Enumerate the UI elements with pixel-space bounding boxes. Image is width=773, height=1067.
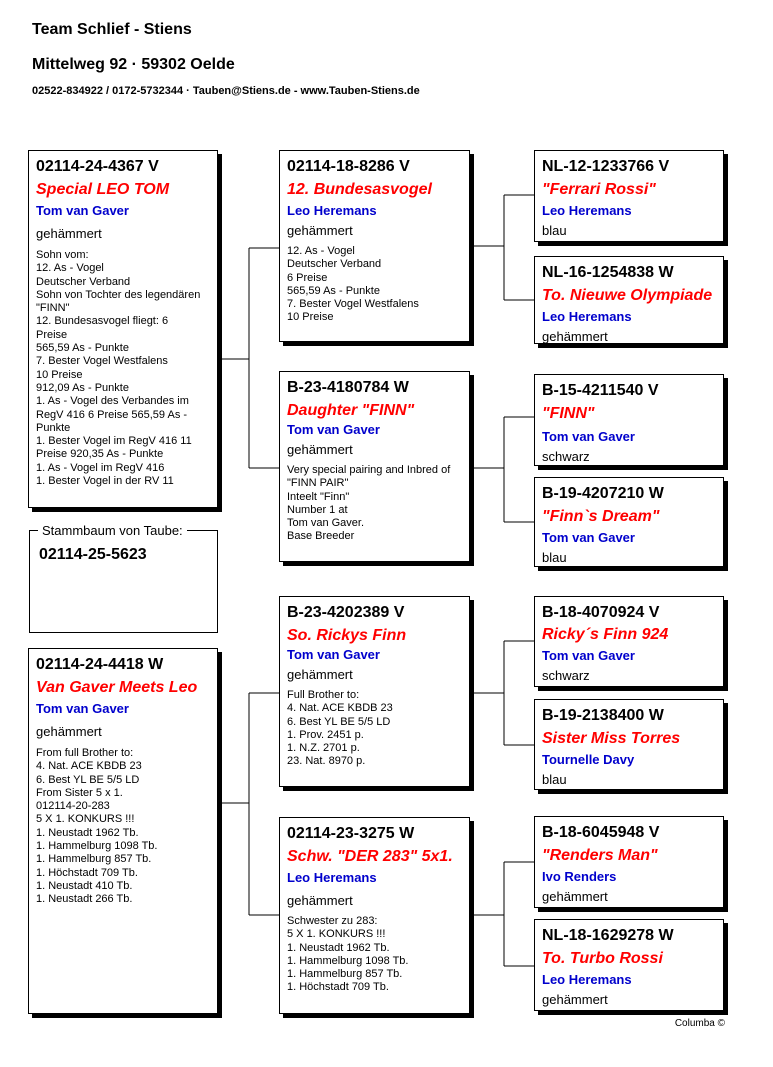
bird-card-mff	[534, 596, 724, 687]
ring-number: NL-16-1254838 W	[542, 264, 674, 281]
info-line: 7. Bester Vogel Westfalens	[287, 298, 419, 311]
breeder: Tom van Gaver	[542, 530, 635, 545]
info-line: 12. Bundesasvogel fliegt: 6	[36, 315, 169, 328]
ring-number: 02114-24-4418 W	[36, 656, 164, 673]
contact-line: 02522-834922 / 0172-5732344 · Tauben@Stiens.de - www.Tauben-Stiens.de	[32, 85, 420, 97]
info-line: 1. Höchstadt 709 Tb.	[36, 866, 138, 879]
breeder: Leo Heremans	[542, 972, 632, 987]
bird-color: gehämmert	[287, 667, 353, 682]
bird-color: gehämmert	[287, 223, 353, 238]
breeder: Leo Heremans	[287, 870, 377, 885]
ring-number: 02114-23-3275 W	[287, 825, 415, 842]
bird-card-father	[28, 150, 218, 508]
bird-color: gehämmert	[287, 442, 353, 457]
info-line: 1. Bester Vogel im RegV 416 11	[36, 435, 192, 448]
info-line: Tom van Gaver.	[287, 517, 365, 530]
info-line: 1. Neustadt 1962 Tb.	[36, 826, 139, 839]
bird-color: gehämmert	[287, 893, 353, 908]
info-line: Preise	[36, 328, 68, 341]
breeder: Tom van Gaver	[36, 203, 129, 218]
info-line: 1. Prov. 2451 p.	[287, 728, 364, 741]
info-line: 565,59 As - Punkte	[36, 342, 129, 355]
bird-card-mmm	[534, 919, 724, 1011]
info-line: 1. N.Z. 2701 p.	[287, 742, 360, 755]
info-line: RegV 416 6 Preise 565,59 As -	[36, 408, 188, 421]
bird-name: "FINN"	[542, 405, 595, 422]
info-line: Very special pairing and Inbred of	[287, 464, 451, 476]
bird-card-fff	[534, 150, 724, 242]
footer-credit: Columba ©	[674, 1018, 725, 1029]
bird-color: gehämmert	[542, 992, 608, 1007]
info-line: Preise 920,35 As - Punkte	[36, 448, 164, 461]
ring-number: 02114-18-8286 V	[287, 158, 410, 175]
bird-color: schwarz	[542, 668, 590, 683]
info-line: 4. Nat. ACE KBDB 23	[36, 760, 142, 773]
info-line: 912,09 As - Punkte	[36, 381, 129, 394]
info-line: 5 X 1. KONKURS !!!	[36, 813, 135, 826]
bird-card-mother	[28, 648, 218, 1014]
info-line: 4. Nat. ACE KBDB 23	[287, 702, 393, 715]
bird-info	[287, 245, 463, 325]
breeder: Tournelle Davy	[542, 752, 635, 767]
bird-card-fm	[279, 371, 470, 562]
bird-name: "Ferrari Rossi"	[542, 181, 656, 198]
address: Mittelweg 92 · 59302 Oelde	[32, 56, 235, 73]
info-line: Full Brother to:	[287, 689, 360, 701]
bird-name: To. Nieuwe Olympiade	[542, 287, 713, 304]
info-line: 1. Hammelburg 1098 Tb.	[36, 840, 158, 853]
bird-card-mmf	[534, 816, 724, 908]
bird-name: Ricky´s Finn 924	[542, 626, 669, 643]
bird-name: Daughter "FINN"	[287, 402, 415, 419]
breeder: Tom van Gaver	[287, 422, 380, 437]
breeder: Leo Heremans	[542, 203, 632, 218]
info-line: Sohn vom:	[36, 249, 89, 261]
bird-card-fmf	[534, 374, 724, 466]
bird-info	[36, 747, 211, 907]
bird-color: gehämmert	[36, 226, 102, 241]
info-line: 1. Hammelburg 857 Tb.	[287, 968, 403, 981]
info-line: Sohn von Tochter des legendären	[36, 288, 201, 301]
info-line: "FINN"	[36, 302, 70, 315]
bird-name: Van Gaver Meets Leo	[36, 679, 198, 696]
bird-name: "Renders Man"	[542, 847, 658, 864]
ring-number: 02114-24-4367 V	[36, 158, 159, 175]
bird-name: To. Turbo Rossi	[542, 950, 663, 967]
ring-number: B-19-2138400 W	[542, 707, 664, 724]
bird-color: blau	[542, 550, 567, 565]
bird-color: blau	[542, 223, 567, 238]
info-line: 012114-20-283	[36, 800, 110, 813]
info-line: Inteelt "Finn"	[287, 490, 350, 503]
info-line: 1. Neustadt 1962 Tb.	[287, 941, 390, 954]
info-line: 1. Höchstadt 709 Tb.	[287, 981, 389, 994]
bird-name: Schw. "DER 283" 5x1.	[287, 848, 453, 865]
breeder: Tom van Gaver	[542, 429, 635, 444]
bird-name: "Finn`s Dream"	[542, 508, 660, 525]
bird-color: schwarz	[542, 449, 590, 464]
bird-card-ffm	[534, 256, 724, 344]
breeder: Leo Heremans	[542, 309, 632, 324]
bird-name: 12. Bundesasvogel	[287, 181, 432, 198]
ring-number: B-19-4207210 W	[542, 485, 664, 502]
team-title: Team Schlief - Stiens	[32, 21, 192, 38]
bird-info	[287, 689, 463, 769]
info-line: 1. As - Vogel im RegV 416	[36, 461, 165, 474]
ring-number: B-23-4180784 W	[287, 379, 409, 396]
info-line: 10 Preise	[36, 368, 83, 381]
info-line: 565,59 As - Punkte	[287, 284, 380, 297]
breeder: Ivo Renders	[542, 869, 617, 884]
info-line: 1. Neustadt 410 Tb.	[36, 879, 133, 892]
bird-color: gehämmert	[36, 724, 102, 739]
bird-name: Sister Miss Torres	[542, 730, 681, 747]
info-line: Base Breeder	[287, 530, 355, 543]
info-line: Deutscher Verband	[36, 275, 131, 288]
info-line: 1. Bester Vogel in der RV 11	[36, 475, 174, 488]
breeder: Tom van Gaver	[287, 647, 380, 662]
info-line: 12. As - Vogel	[287, 245, 355, 257]
info-line: 5 X 1. KONKURS !!!	[287, 928, 386, 941]
bird-card-mfm	[534, 699, 724, 790]
info-line: 7. Bester Vogel Westfalens	[36, 355, 168, 368]
bird-color: gehämmert	[542, 329, 608, 344]
breeder: Tom van Gaver	[36, 701, 129, 716]
info-line: From Sister 5 x 1.	[36, 786, 123, 799]
ring-number: B-23-4202389 V	[287, 604, 405, 621]
info-line: Punkte	[36, 421, 71, 434]
info-line: From full Brother to:	[36, 747, 134, 759]
info-line: 6 Preise	[287, 271, 328, 284]
bird-card-mm	[279, 817, 470, 1014]
info-line: 6. Best YL BE 5/5 LD	[287, 715, 391, 728]
info-line: 10 Preise	[287, 311, 334, 324]
info-line: 1. Hammelburg 1098 Tb.	[287, 954, 409, 967]
info-line: 23. Nat. 8970 p.	[287, 755, 366, 768]
breeder: Leo Heremans	[287, 203, 377, 218]
bird-info	[287, 915, 463, 995]
bird-card-fmm	[534, 477, 724, 567]
info-line: 1. Neustadt 266 Tb.	[36, 893, 133, 906]
info-line: Number 1 at	[287, 503, 348, 516]
info-line: 6. Best YL BE 5/5 LD	[36, 773, 140, 786]
bird-color: blau	[542, 772, 567, 787]
bird-card-mf	[279, 596, 470, 787]
bird-color: gehämmert	[542, 889, 608, 904]
info-line: Schwester zu 283:	[287, 915, 378, 927]
info-line: "FINN PAIR"	[287, 477, 349, 490]
bird-card-ff	[279, 150, 470, 342]
bird-info	[287, 464, 463, 544]
ring-number: B-18-4070924 V	[542, 604, 660, 621]
info-line: 1. As - Vogel des Verbandes im	[36, 395, 189, 408]
info-line: 12. As - Vogel	[36, 262, 104, 275]
ring-number: B-15-4211540 V	[542, 382, 659, 399]
bird-name: Special LEO TOM	[36, 181, 170, 198]
ring-number: NL-12-1233766 V	[542, 158, 670, 175]
breeder: Tom van Gaver	[542, 648, 635, 663]
info-line: 1. Hammelburg 857 Tb.	[36, 853, 152, 866]
stammbaum-ring: 02114-25-5623	[39, 546, 147, 563]
bird-info	[36, 249, 211, 488]
bird-name: So. Rickys Finn	[287, 627, 407, 644]
ring-number: B-18-6045948 V	[542, 824, 660, 841]
ring-number: NL-18-1629278 W	[542, 927, 674, 944]
stammbaum-label: Stammbaum von Taube:	[38, 523, 187, 538]
info-line: Deutscher Verband	[287, 258, 382, 271]
